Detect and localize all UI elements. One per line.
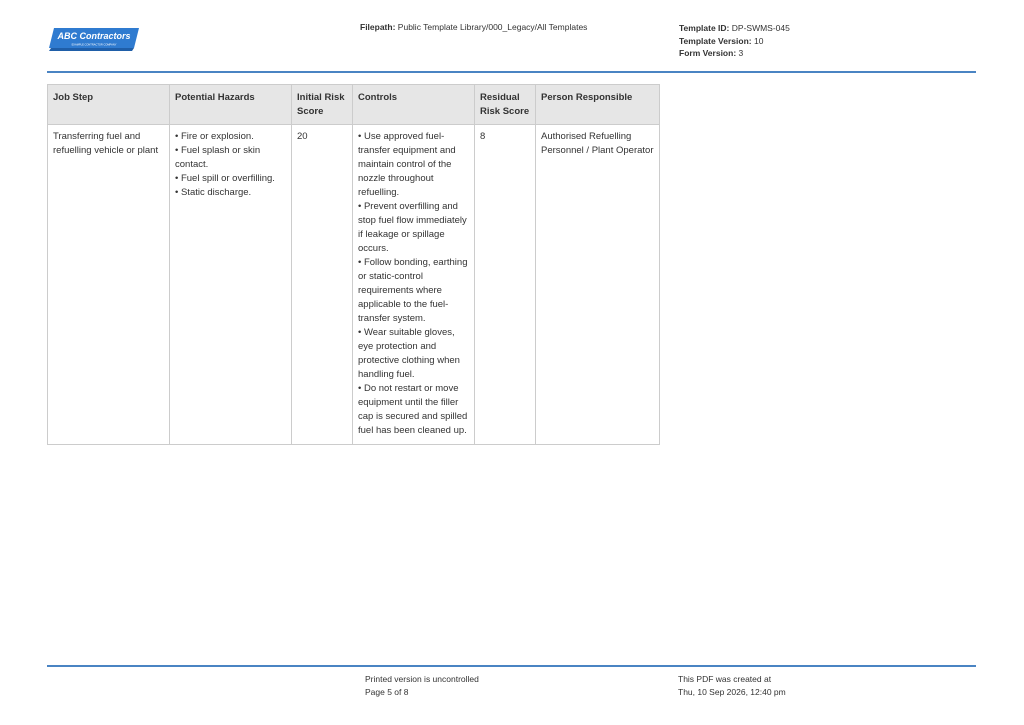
footer-divider [47, 665, 976, 667]
control-item: • Use approved fuel-transfer equipment and maintain control of the nozzle throughout refuelling. [358, 131, 456, 198]
col-header-initial-risk: Initial Risk Score [292, 85, 353, 125]
company-logo [48, 26, 140, 54]
uncontrolled-notice: Printed version is uncontrolled [365, 674, 479, 684]
control-item: • Do not restart or move equipment until the filler cap is secured and spilled fuel has been cleaned up. [358, 383, 468, 436]
hazard-item: • Static discharge. [175, 187, 252, 198]
table-header-row [48, 85, 660, 125]
filepath-value: Public Template Library/000_Legacy/All Templates [397, 22, 588, 32]
footer-center [365, 673, 479, 698]
page-number: Page 5 of 8 [365, 686, 409, 697]
form-version-value: 3 [738, 48, 744, 58]
template-meta [679, 22, 790, 60]
cell-hazards [170, 125, 292, 445]
template-version-value: 10 [753, 35, 764, 46]
hazard-item: • Fire or explosion. [175, 131, 254, 142]
hazard-item: • Fuel splash or skin contact. [175, 145, 261, 170]
filepath-label: Filepath: [360, 22, 396, 32]
logo-text: ABC Contractors [57, 31, 131, 41]
control-item: • Follow bonding, earthing or static-control requirements where applicable to the fuel-transfer system. [358, 257, 468, 324]
cell-initial-risk: 20 [292, 125, 353, 445]
template-id-label: Template ID: [679, 23, 730, 33]
header-divider [47, 71, 976, 73]
col-header-residual-risk: Residual Risk Score [475, 85, 536, 125]
cell-job-step: Transferring fuel and refuelling vehicle or plant [48, 125, 170, 445]
footer-right [678, 673, 786, 698]
col-header-hazards: Potential Hazards [170, 85, 292, 125]
created-timestamp: Thu, 10 Sep 2026, 12:40 pm [678, 686, 786, 697]
cell-person: Authorised Refuelling Personnel / Plant Operator [536, 125, 660, 445]
col-header-controls: Controls [353, 85, 475, 125]
hazard-item: • Fuel spill or overfilling. [175, 173, 275, 184]
created-label: This PDF was created at [678, 674, 772, 684]
cell-residual-risk: 8 [475, 125, 536, 445]
template-version-label: Template Version: [679, 35, 752, 46]
swms-table [47, 84, 660, 445]
control-item: • Prevent overfilling and stop fuel flow immediately if leakage or spillage occurs. [358, 201, 467, 254]
table-row [48, 125, 660, 445]
logo-subtext: EXAMPLE CONTRACTOR COMPANY [71, 43, 117, 47]
col-header-job-step: Job Step [48, 85, 170, 125]
template-id-value: DP-SWMS-045 [731, 23, 790, 33]
cell-controls [353, 125, 475, 445]
form-version-label: Form Version: [679, 48, 737, 58]
col-header-person: Person Responsible [536, 85, 660, 125]
control-item: • Wear suitable gloves, eye protection and protective clothing when handling fuel. [358, 327, 460, 380]
filepath [360, 22, 587, 32]
